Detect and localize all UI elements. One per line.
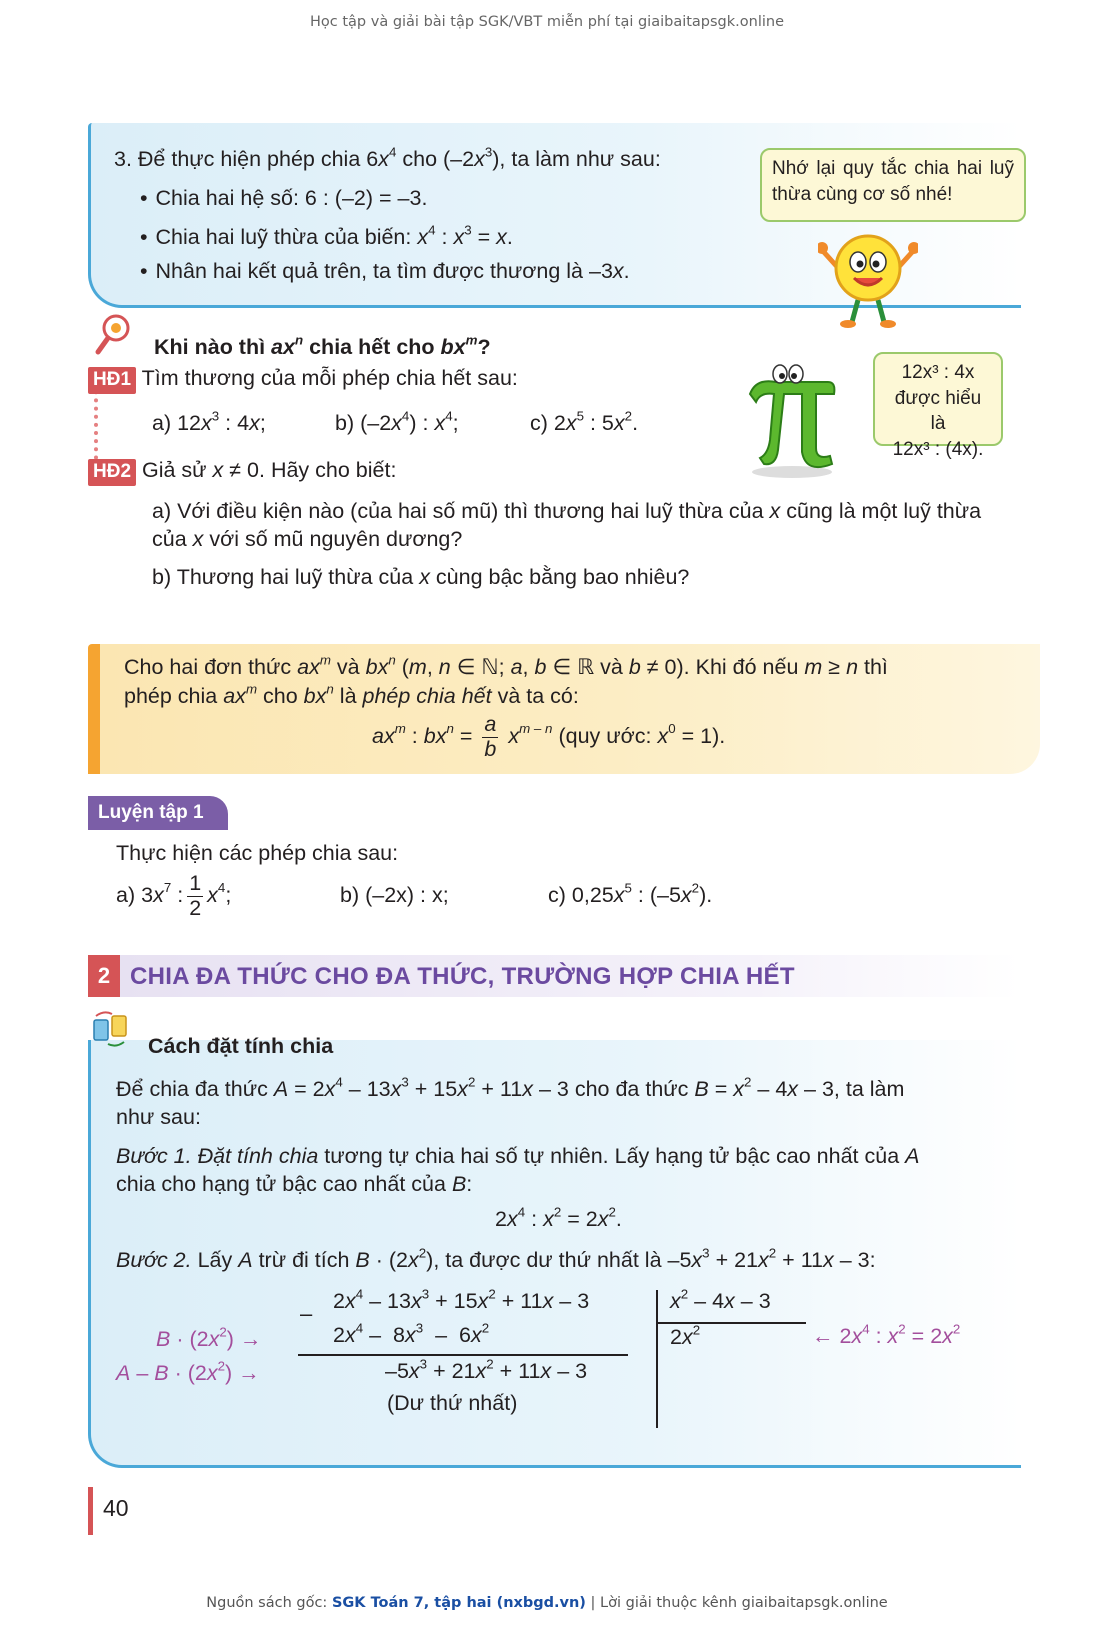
practice-label: Luyện tập 1 [88, 796, 228, 830]
subtraction-line [298, 1354, 628, 1356]
practice-item-b: b) (–2x) : x; [340, 883, 449, 907]
hd1-item-c: c) $2x^5$ : $5x^2$. [530, 408, 639, 435]
example-line-1: 3. Để thực hiện phép chia $6x^4$ cho $(-2x^3)$, ta làm như sau: [114, 144, 661, 171]
hd2-item-a-line-2: của x với số mũ nguyên dương? [152, 527, 463, 551]
definition-line-2: phép chia $ax^m$ cho $bx^n$ là phép chia hết và ta có: [124, 681, 579, 708]
example-bullet-2: • Chia hai luỹ thừa của biến: $x^4$ : $x^3 = x$. [140, 224, 513, 252]
section-title: CHIA ĐA THỨC CHO ĐA THỨC, TRƯỜNG HỢP CHIA HẾT [130, 963, 795, 990]
pi-mascot-icon [742, 360, 842, 480]
step-1-formula: $2x^4$ : $x^2 = 2x^2$. [495, 1204, 622, 1231]
practice-intro: Thực hiện các phép chia sau: [116, 841, 399, 865]
practice-item-a: a) $3x^7$ : $\frac{1}{2}$ $x^4$; [116, 871, 232, 920]
annotation-b-times: $B \cdot (2x^2)$ → [156, 1324, 262, 1351]
division-vertical-line [656, 1290, 658, 1428]
example-bullet-1: • Chia hai hệ số: 6 : (–2) = –3. [140, 185, 427, 213]
divisor: $x^2 - 4x - 3$ [670, 1286, 771, 1313]
method-intro-line-1: Để chia đa thức $A = 2x^4 - 13x^3 + 15x^2 + 11x - 3$ cho đa thức $B = x^2 - 4x - 3$, ta làm [116, 1074, 905, 1101]
quotient: $2x^2$ [670, 1322, 701, 1349]
hd2-item-a-line-1: a) Với điều kiện nào (của hai số mũ) thì thương hai luỹ thừa của x cũng là một luỹ thừa [152, 499, 982, 523]
definition-formula: $ax^m$ : $bx^n$ = $\frac{a}{b}$ $x^{m - n}$ (quy ước: $x^0 = 1$). [372, 712, 726, 761]
exchange-icon [90, 1010, 130, 1050]
step-2-line: Bước 2. Lấy A trừ đi tích $B \cdot (2x^2)$, ta được dư thứ nhất là $-5x^3 + 21x^2 + 11x - 3$: [116, 1245, 876, 1272]
hd1-tag: HĐ1 [88, 367, 136, 394]
hint-bubble-2: 12x³ : 4x được hiểu là 12x³ : (4x). [873, 352, 1003, 446]
hd2-tag: HĐ2 [88, 459, 136, 486]
dividend-row: $2x^4 - 13x^3 + 15x^2 + 11x - 3$ [333, 1286, 590, 1313]
question-heading: Khi nào thì $ax^n$ chia hết cho $bx^m$? [154, 332, 491, 359]
hd2-line: HĐ2 Giả sử x ≠ 0. Hãy cho biết: [88, 457, 396, 486]
section-number: 2 [88, 955, 120, 997]
remainder-label: (Dư thứ nhất) [387, 1391, 518, 1415]
minus-sign: – [300, 1301, 313, 1326]
smiley-mascot-icon [818, 222, 918, 332]
remainder-row: $-5x^3 + 21x^2 + 11x - 3$ [385, 1356, 588, 1383]
hd2-item-b: b) Thương hai luỹ thừa của x cùng bậc bằng bao nhiêu? [152, 565, 690, 589]
page-header: Học tập và giải bài tập SGK/VBT miễn phí tại giaibaitapsgk.online [310, 14, 784, 30]
hint-bubble-1: Nhớ lại quy tắc chia hai luỹ thừa cùng cơ số nhé! [760, 148, 1026, 222]
hd1-line: HĐ1 Tìm thương của mỗi phép chia hết sau: [88, 365, 518, 394]
page-number-bar [88, 1487, 93, 1535]
annotation-a-minus: $A - B \cdot (2x^2)$ → [116, 1358, 260, 1385]
annotation-quotient: ← $2x^4$ : $x^2 = 2x^2$ [812, 1321, 961, 1348]
step-1-line-2: chia cho hạng tử bậc cao nhất của B: [116, 1172, 473, 1196]
method-heading: Cách đặt tính chia [148, 1034, 334, 1058]
page-footer: Nguồn sách gốc: SGK Toán 7, tập hai (nxbgd.vn) | Lời giải thuộc kênh giaibaitapsgk.online [206, 1595, 888, 1611]
subtract-row: $2x^4 - 8x^3 - 6x^2$ [333, 1320, 490, 1347]
hd1-item-b: b) $(-2x^4)$ : $x^4$; [335, 408, 459, 435]
example-bullet-3: • Nhân hai kết quả trên, ta tìm được thương là –3x. [140, 258, 630, 286]
practice-item-c: c) $0,25x^5$ : $(-5x^2)$. [548, 880, 713, 907]
method-intro-line-2: như sau: [116, 1105, 201, 1129]
page-number: 40 [103, 1495, 129, 1521]
magnifier-icon [92, 310, 136, 356]
definition-line-1: Cho hai đơn thức $ax^m$ và $bx^n$ (m, n ∈ ℕ; a, b ∈ ℝ và b ≠ 0). Khi đó nếu m ≥ n thì [124, 652, 888, 679]
hd1-item-a: a) $12x^3$ : 4x; [152, 408, 266, 435]
step-1-line-1: Bước 1. Đặt tính chia tương tự chia hai số tự nhiên. Lấy hạng tử bậc cao nhất của A [116, 1144, 920, 1168]
